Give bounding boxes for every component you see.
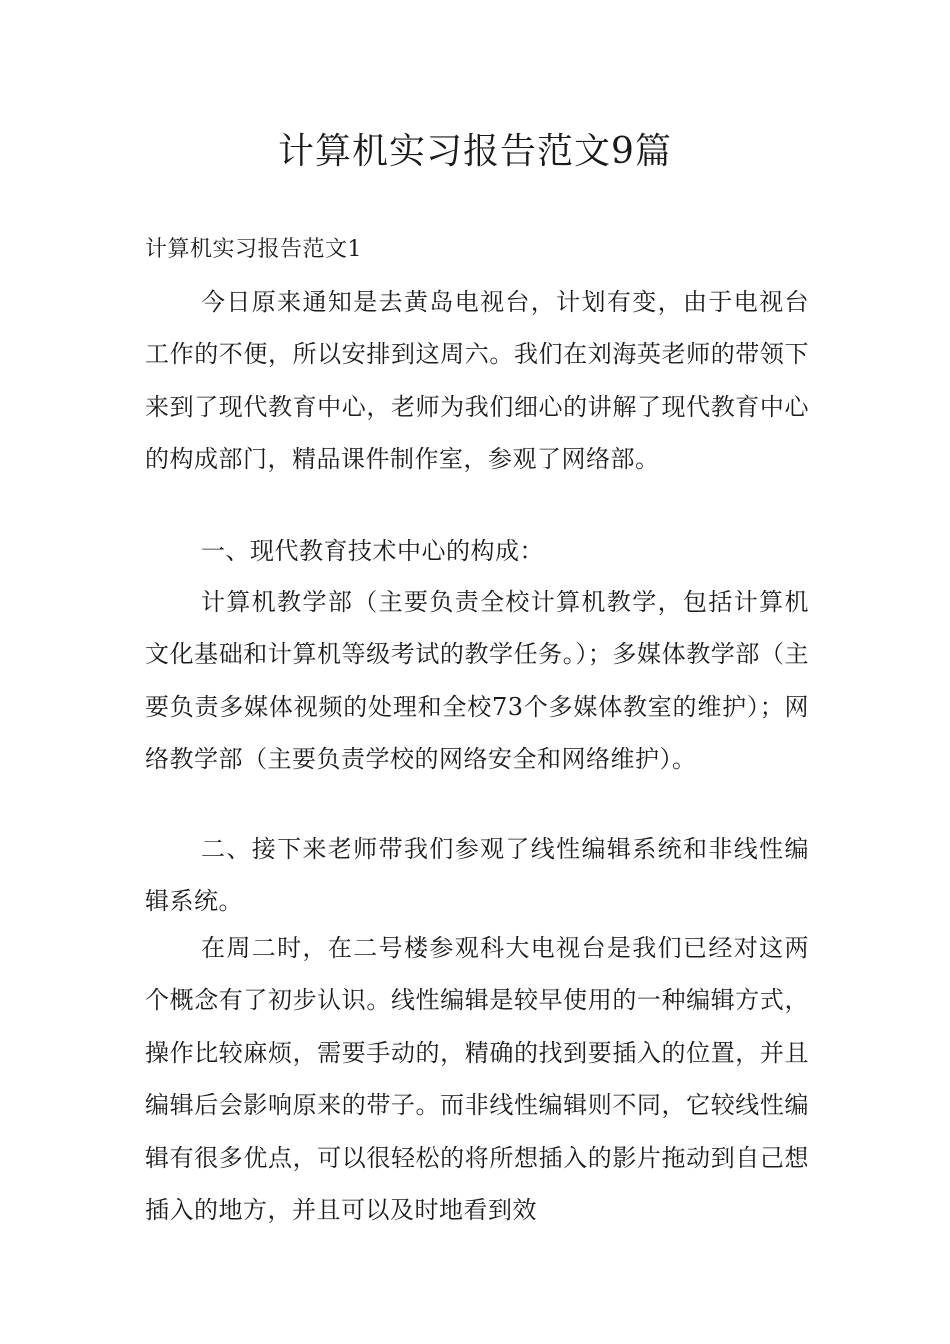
section-heading: 计算机实习报告范文1 — [145, 237, 362, 262]
paragraph-departments: 计算机教学部（主要负责全校计算机教学，包括计算机文化基础和计算机等级考试的教学任务。）；多媒体教学部（主要负责多媒体视频的处理和全校73个多媒体教室的维护）；网络教学部（主要负责学校的网络安全和网络维护）。 — [145, 588, 809, 774]
paragraph-editing: 在周二时，在二号楼参观科大电视台是我们已经对这两个概念有了初步认识。线性编辑是较早使用的一种编辑方式，操作比较麻烦，需要手动的，精确的找到要插入的位置，并且编辑后会影响原来的带子。而非线性编辑则不同，它较线性编辑有很多优点，可以很轻松的将所想插入的影片拖动到自己想插入的地方，并且可以及时地看到效 — [145, 934, 809, 1225]
paragraph-heading-one: 一、现代教育技术中心的构成： — [201, 537, 544, 565]
document-title: 计算机实习报告范文9篇 — [278, 131, 672, 172]
paragraph-heading-two: 二、接下来老师带我们参观了线性编辑系统和非线性编辑系统。 — [145, 835, 809, 916]
paragraph-intro: 今日原来通知是去黄岛电视台，计划有变，由于电视台工作的不便，所以安排到这周六。我们在刘海英老师的带领下来到了现代教育中心，老师为我们细心的讲解了现代教育中心的构成部门，精品课件制作室，参观了网络部。 — [145, 288, 809, 474]
